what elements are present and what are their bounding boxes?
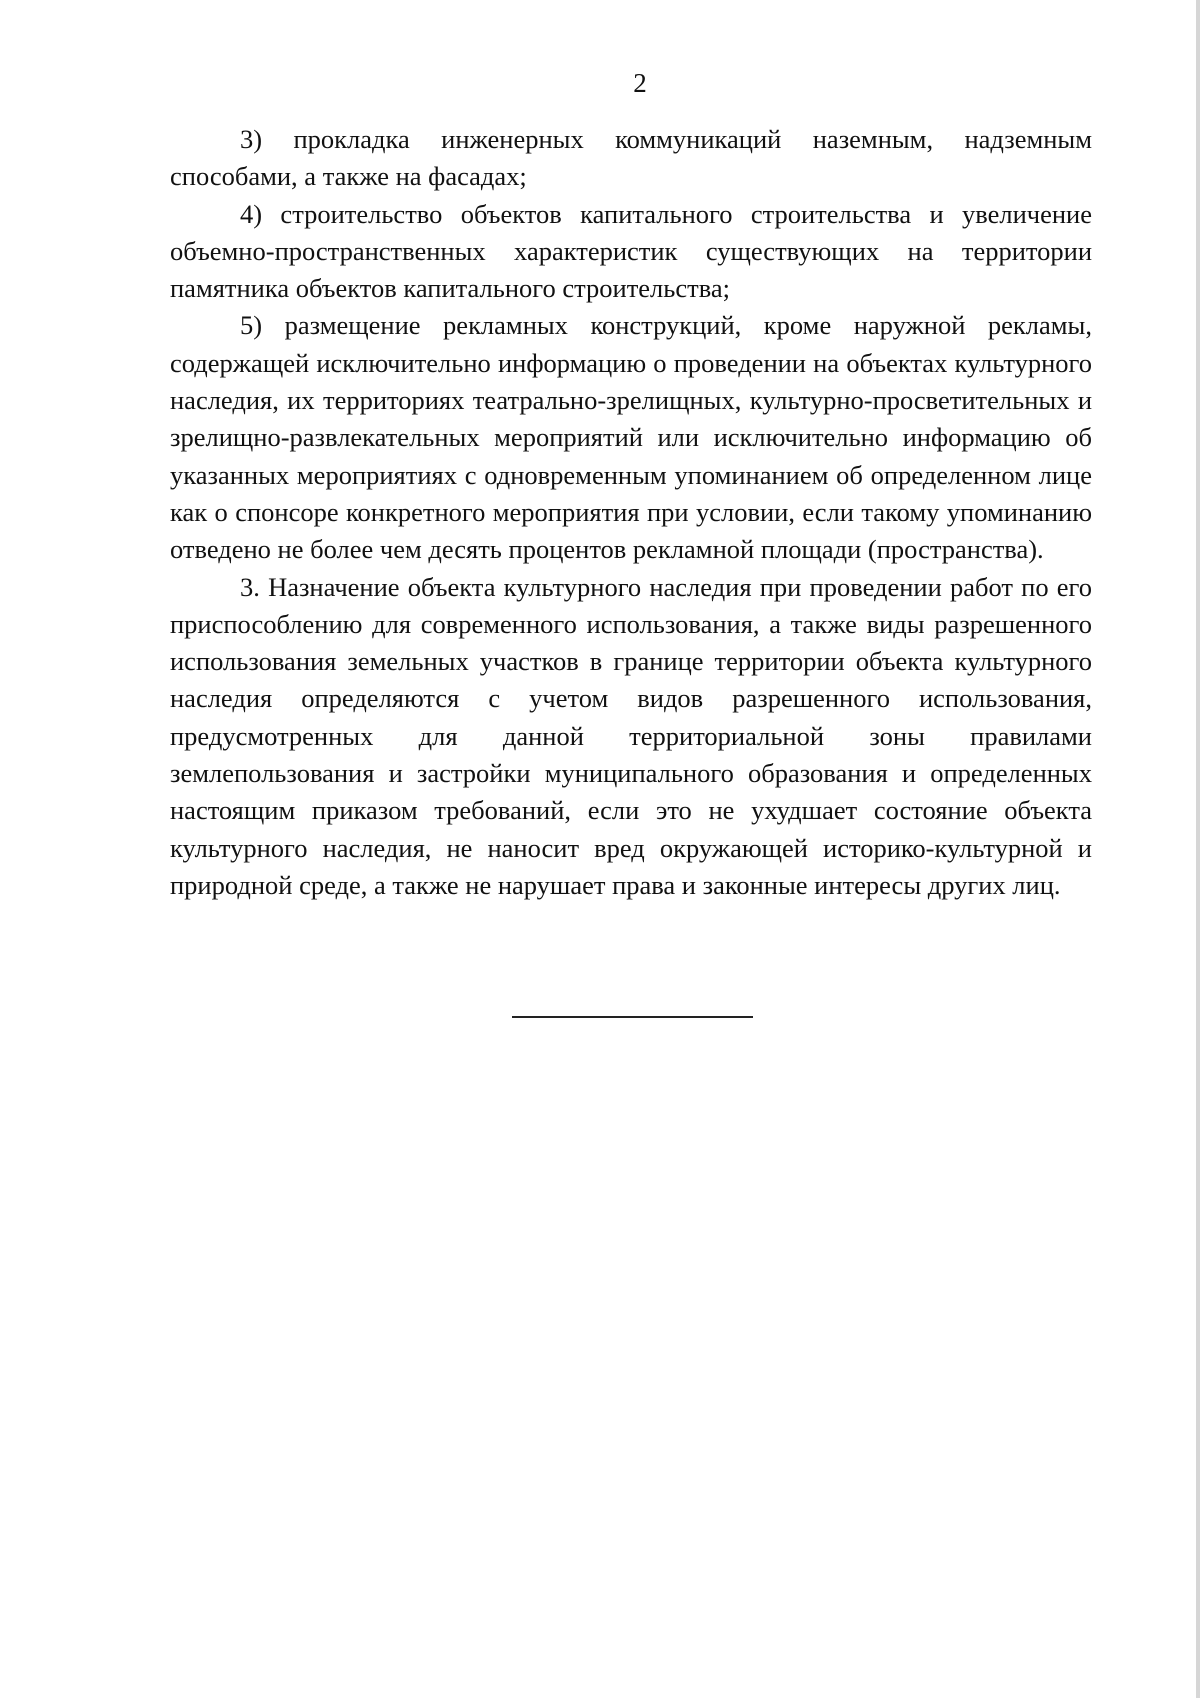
paragraph-item-3: 3) прокладка инженерных коммуникаций наземным, надземным способами, а также на фасадах; <box>170 124 1092 192</box>
document-body <box>170 121 1092 904</box>
end-of-document-rule <box>512 1016 753 1018</box>
paragraph-section-3: 3. Назначение объекта культурного наследия при проведении работ по его приспособлению для современного использования, а также виды разрешенного использования земельных участков в границе территории объекта культурного наследия определяются с учетом видов разрешенного использования, предусмотренных для данной территориальной зоны правилами землепользования и застройки муниципального образования и определенных настоящим приказом требований, если это не ухудшает состояние объекта культурного наследия, не наносит вред окружающей историко-культурной и природной среде, а также не нарушает права и законные интересы других лиц. <box>170 571 1092 900</box>
paragraph-item-5: 5) размещение рекламных конструкций, кроме наружной рекламы, содержащей исключительно информацию о проведении на объектах культурного наследия, их территориях театрально-зрелищных, культурно-просветительных и зрелищно-развлекательных мероприятий или исключительно информацию об указанных мероприятиях с одновременным упоминанием об определенном лице как о спонсоре конкретного мероприятия при условии, если такому упоминанию отведено не более чем десять процентов рекламной площади (пространства). <box>170 310 1092 565</box>
scan-edge <box>1196 0 1200 1698</box>
paragraph-item-4: 4) строительство объектов капитального строительства и увеличение объемно-пространственных характеристик существующих на территории памятника объектов капитального строительства; <box>170 198 1092 304</box>
page-number: 2 <box>633 68 647 98</box>
